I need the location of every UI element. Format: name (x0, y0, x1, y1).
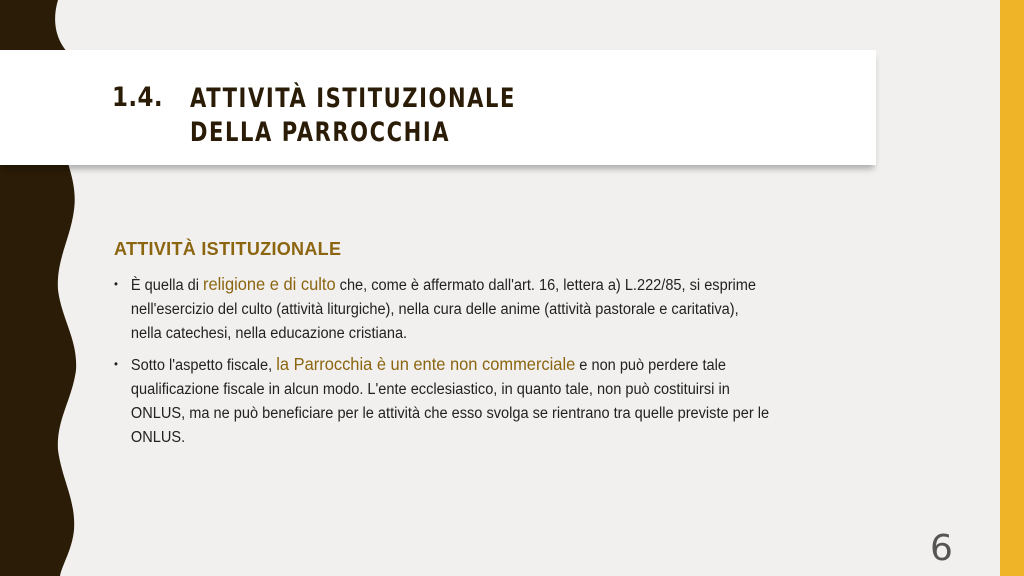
bullet-item (114, 352, 772, 450)
bullet-item (114, 272, 772, 346)
bullet-list (114, 272, 772, 456)
bullet-text-post: e non può perdere tale qualificazione fiscale in alcun modo. L'ente ecclesiastico, in quanto tale, non può costituirsi in ONLUS, ma ne può beneficiare per le attività che esso svolga se rientrano tra quelle previste per le ONLUS. (130, 357, 770, 446)
bullet-text-pre: È quella di (130, 277, 204, 294)
bullet-dot-icon: • (114, 357, 118, 371)
accent-bar (1000, 0, 1024, 576)
bullet-text-post: che, come è affermato dall'art. 16, lettera a) L.222/85, si esprime nell'esercizio del culto (attività liturgiche), nella cura delle anime (attività pastorale e caritativa), nella catechesi, nella educazione cristiana. (130, 277, 757, 342)
section-heading: ATTIVITÀ ISTITUZIONALE (114, 239, 342, 259)
bullet-text-pre: Sotto l'aspetto fiscale, (130, 357, 277, 374)
page-number: 6 (930, 528, 953, 569)
title-line-2: DELLA PARROCCHIA (190, 117, 451, 148)
bullet-highlight: religione e di culto (203, 274, 336, 294)
bullet-dot-icon: • (114, 277, 118, 291)
title-line-1: ATTIVITÀ ISTITUZIONALE (190, 83, 516, 114)
slide-title (190, 82, 516, 150)
bullet-highlight: la Parrocchia è un ente non commerciale (276, 354, 576, 374)
section-number: 1.4. (112, 82, 164, 113)
